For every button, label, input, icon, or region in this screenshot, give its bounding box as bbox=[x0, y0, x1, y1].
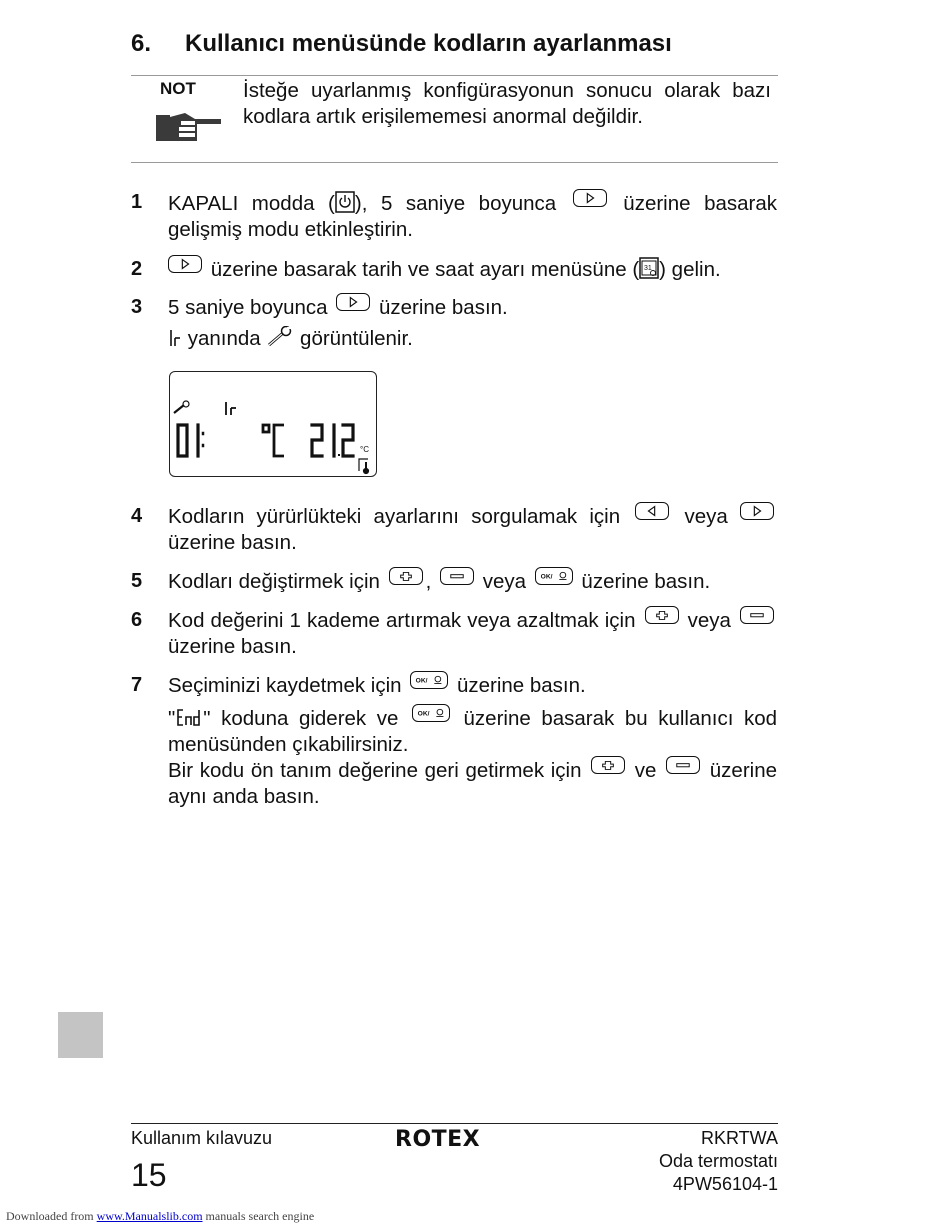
minus-button-icon bbox=[440, 567, 474, 585]
step-7-subtext-1 bbox=[168, 704, 777, 758]
text-part: üzerine basın. bbox=[168, 531, 297, 554]
ir-segment-icon bbox=[168, 326, 182, 348]
text-part: Bir kodu ön tanım değerine geri getirmek için bbox=[168, 759, 589, 782]
text-part: KAPALI modda ( bbox=[168, 192, 335, 215]
download-prefix: Downloaded from bbox=[6, 1209, 97, 1223]
footer-model: RKRTWA bbox=[700, 1128, 778, 1148]
text-part: veya bbox=[477, 570, 532, 593]
text-part: veya bbox=[672, 505, 740, 528]
right-arrow-button-icon bbox=[573, 189, 607, 207]
brand-logo: ROTEX bbox=[395, 1127, 481, 1152]
text-part: yanında bbox=[182, 327, 267, 350]
note-label: NOT bbox=[160, 79, 196, 98]
wrench-icon bbox=[266, 326, 294, 348]
text-part: üzerine basın. bbox=[373, 296, 508, 319]
step-1-text bbox=[168, 189, 777, 243]
note-text: İsteğe uyarlanmış konfigürasyonun sonucu olarak bazı kodlara artık erişilememesi anormal değildir. bbox=[243, 79, 771, 128]
step-number: 6 bbox=[131, 609, 143, 631]
thermometer-icon bbox=[359, 459, 369, 474]
step-3-subtext bbox=[168, 326, 413, 352]
ok-button-icon bbox=[535, 567, 573, 585]
chapter-tab bbox=[58, 1012, 103, 1058]
text-part: Kodları değiştirmek için bbox=[168, 570, 386, 593]
lcd-ir-code bbox=[226, 402, 236, 415]
section-title: Kullanıcı menüsünde kodların ayarlanması bbox=[185, 30, 672, 57]
lcd-code-digits bbox=[178, 425, 203, 456]
note-top-rule bbox=[131, 75, 778, 76]
right-arrow-button-icon bbox=[168, 255, 202, 273]
minus-button-icon bbox=[740, 606, 774, 624]
lcd-display bbox=[169, 371, 377, 477]
text-part: ve bbox=[628, 759, 664, 782]
svg-text:OK/: OK/ bbox=[540, 573, 553, 581]
text-part: ), 5 saniye boyunca bbox=[354, 192, 570, 215]
step-6-text bbox=[168, 606, 777, 660]
right-arrow-button-icon bbox=[336, 293, 370, 311]
download-suffix: manuals search engine bbox=[202, 1209, 315, 1223]
lcd-segments bbox=[170, 372, 378, 478]
calendar-icon bbox=[639, 257, 659, 279]
footer-rule bbox=[131, 1123, 778, 1124]
note-bottom-rule bbox=[131, 162, 778, 163]
text-part: ) gelin. bbox=[659, 258, 721, 281]
plus-button-icon bbox=[591, 756, 625, 774]
svg-text:OK/: OK/ bbox=[417, 710, 430, 718]
lcd-value-digits bbox=[312, 425, 353, 456]
text-part: Kod değerini 1 kademe artırmak veya azaltmak için bbox=[168, 609, 642, 632]
text-part: , bbox=[425, 570, 438, 593]
ok-button-icon bbox=[410, 671, 448, 689]
text-part: üzerine basarak bu kullanıcı kod menüsünden çıkabilirsiniz. bbox=[168, 707, 778, 756]
left-arrow-button-icon bbox=[635, 502, 669, 520]
text-part: " bbox=[168, 707, 176, 730]
step-2-text bbox=[168, 255, 721, 283]
footer-product: Oda termostatı bbox=[658, 1151, 778, 1171]
download-notice bbox=[6, 1209, 314, 1224]
text-part: Kodların yürürlükteki ayarlarını sorgulamak için bbox=[168, 505, 633, 528]
text-part: üzerine basarak tarih ve saat ayarı menüsüne ( bbox=[205, 258, 640, 281]
step-7-text bbox=[168, 671, 586, 699]
text-part: " koduna giderek ve bbox=[203, 707, 409, 730]
step-number: 7 bbox=[131, 674, 143, 696]
ok-button-icon bbox=[412, 704, 450, 722]
pointing-hand-icon bbox=[155, 107, 225, 147]
text-part: üzerine basın. bbox=[575, 570, 711, 593]
section-heading bbox=[131, 30, 672, 58]
page-number: 15 bbox=[131, 1157, 167, 1193]
step-7-subtext-2 bbox=[168, 756, 777, 810]
end-segment-icon bbox=[175, 706, 203, 728]
svg-text:OK/: OK/ bbox=[415, 677, 428, 685]
svg-text:31: 31 bbox=[644, 265, 652, 272]
lcd-wrench-icon bbox=[174, 401, 189, 413]
footer-doc-type: Kullanım kılavuzu bbox=[131, 1128, 273, 1148]
lcd-small-unit: °C bbox=[360, 445, 369, 454]
text-part: üzerine basarak gelişmiş modu etkinleştirin. bbox=[168, 192, 778, 241]
text-part: Seçiminizi kaydetmek için bbox=[168, 674, 408, 697]
manualslib-link[interactable]: www.Manualslib.com bbox=[96, 1209, 203, 1223]
right-arrow-button-icon bbox=[740, 502, 774, 520]
step-number: 5 bbox=[131, 570, 143, 592]
footer-doc-id: 4PW56104-1 bbox=[672, 1174, 778, 1194]
text-part: üzerine aynı anda basın. bbox=[168, 759, 778, 808]
minus-button-icon bbox=[666, 756, 700, 774]
lcd-unit-celsius bbox=[263, 425, 284, 456]
plus-button-icon bbox=[645, 606, 679, 624]
text-part: 5 saniye boyunca bbox=[168, 296, 334, 319]
power-icon bbox=[335, 191, 355, 213]
text-part: görüntülenir. bbox=[294, 327, 413, 350]
plus-button-icon bbox=[389, 567, 423, 585]
step-number: 2 bbox=[131, 258, 143, 280]
step-number: 3 bbox=[131, 296, 143, 318]
step-5-text bbox=[168, 567, 710, 595]
text-part: üzerine basın. bbox=[168, 635, 297, 658]
text-part: üzerine basın. bbox=[451, 674, 586, 697]
step-number: 1 bbox=[131, 191, 143, 213]
step-4-text bbox=[168, 502, 777, 556]
step-3-text bbox=[168, 293, 508, 321]
step-number: 4 bbox=[131, 505, 143, 527]
section-number: 6. bbox=[131, 30, 152, 57]
text-part: veya bbox=[681, 609, 737, 632]
